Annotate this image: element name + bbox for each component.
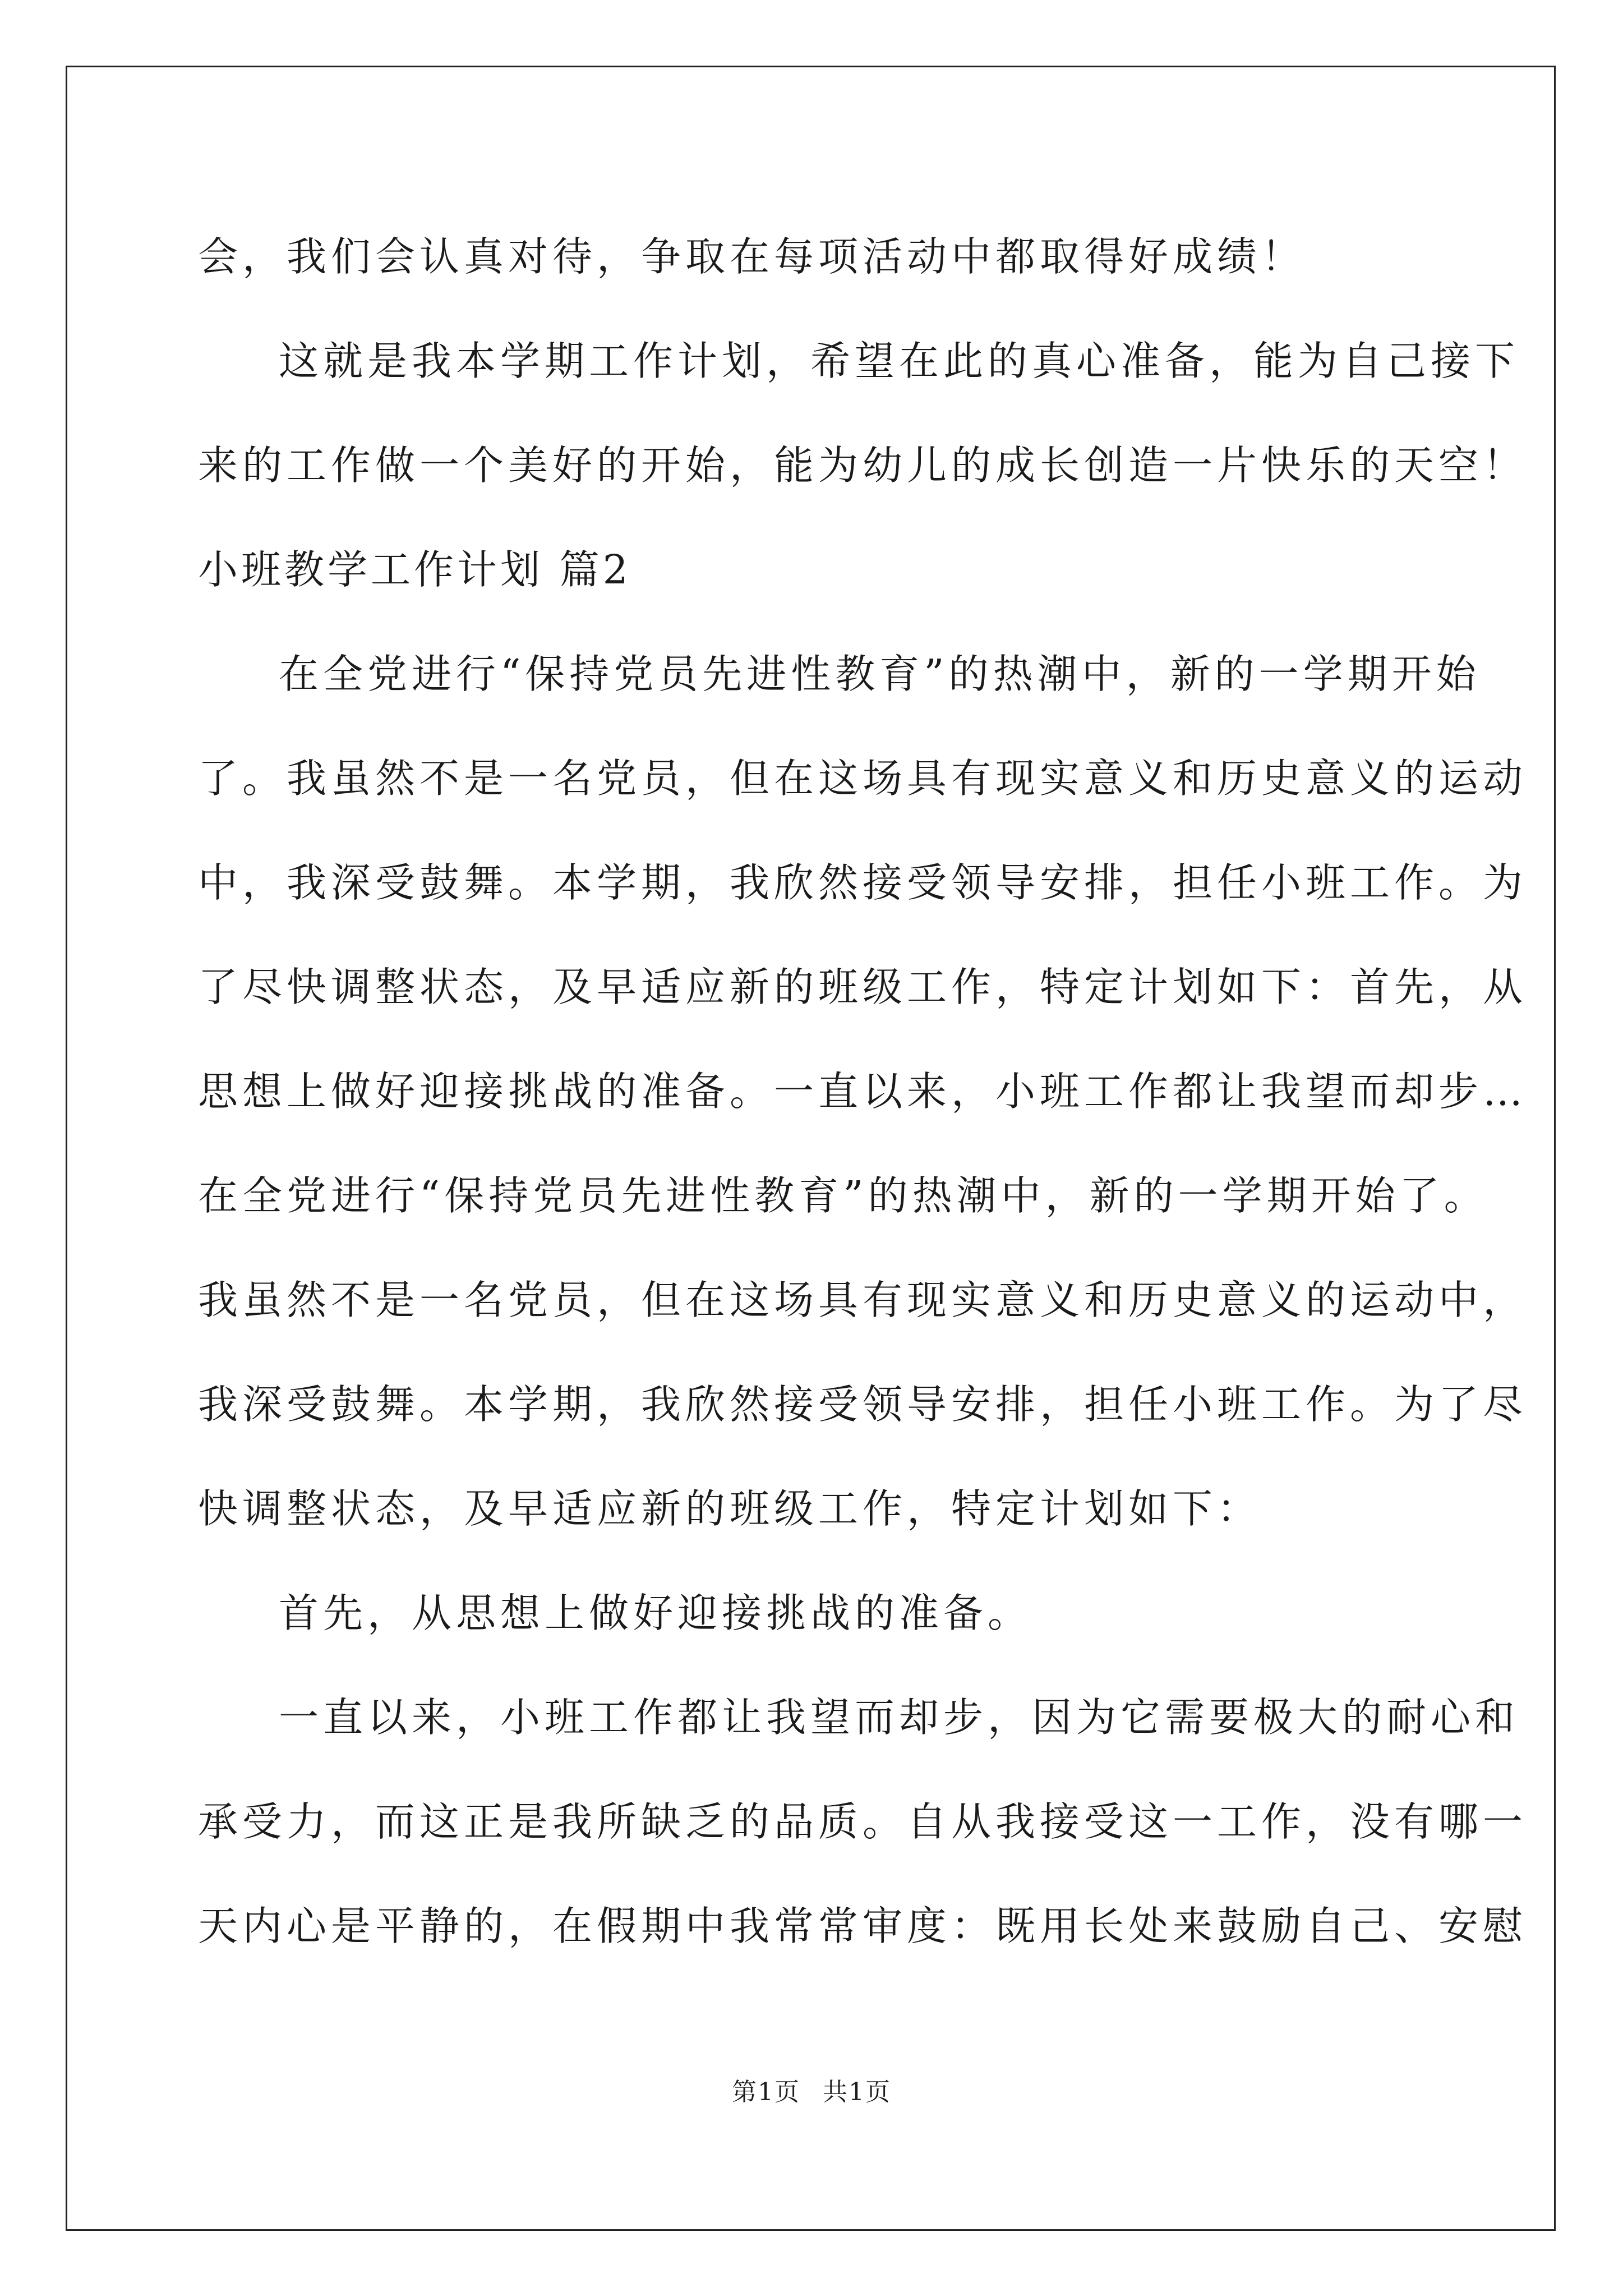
text-line: 我深受鼓舞。本学期，我欣然接受领导安排，担任小班工作。为了尽 <box>198 1381 1528 1428</box>
text-line: 天内心是平静的，在假期中我常常审度：既用长处来鼓励自己、安慰 <box>198 1903 1528 1949</box>
text-line: 承受力，而这正是我所缺乏的品质。自从我接受这一工作，没有哪一 <box>198 1798 1528 1845</box>
text-line: 中，我深受鼓舞。本学期，我欣然接受领导安排，担任小班工作。为 <box>198 859 1528 906</box>
text-line: 首先，从思想上做好迎接挑战的准备。 <box>279 1590 1032 1636</box>
page-number-current: 第1页 <box>732 2078 800 2106</box>
section-heading: 小班教学工作计划 篇2 <box>198 546 631 593</box>
text-line: 思想上做好迎接挑战的准备。一直以来，小班工作都让我望而却步… <box>198 1068 1528 1115</box>
page-footer <box>0 2076 1623 2109</box>
text-line: 了。我虽然不是一名党员，但在这场具有现实意义和历史意义的运动 <box>198 755 1528 802</box>
text-line: 来的工作做一个美好的开始，能为幼儿的成长创造一片快乐的天空！ <box>198 442 1528 489</box>
text-line: 在全党进行“保持党员先进性教育”的热潮中，新的一学期开始 <box>279 651 1481 697</box>
text-line: 在全党进行“保持党员先进性教育”的热潮中，新的一学期开始了。 <box>198 1172 1488 1219</box>
text-line: 了尽快调整状态，及早适应新的班级工作，特定计划如下：首先，从 <box>198 964 1528 1010</box>
text-line: 我虽然不是一名党员，但在这场具有现实意义和历史意义的运动中， <box>198 1277 1528 1323</box>
text-line: 快调整状态，及早适应新的班级工作，特定计划如下： <box>198 1485 1262 1532</box>
text-line: 这就是我本学期工作计划，希望在此的真心准备，能为自己接下 <box>279 338 1520 384</box>
document-body <box>198 205 1528 1978</box>
text-line: 会，我们会认真对待，争取在每项活动中都取得好成绩！ <box>198 233 1306 280</box>
text-line: 一直以来，小班工作都让我望而却步，因为它需要极大的耐心和 <box>279 1694 1520 1741</box>
page-number-total: 共1页 <box>823 2078 891 2106</box>
